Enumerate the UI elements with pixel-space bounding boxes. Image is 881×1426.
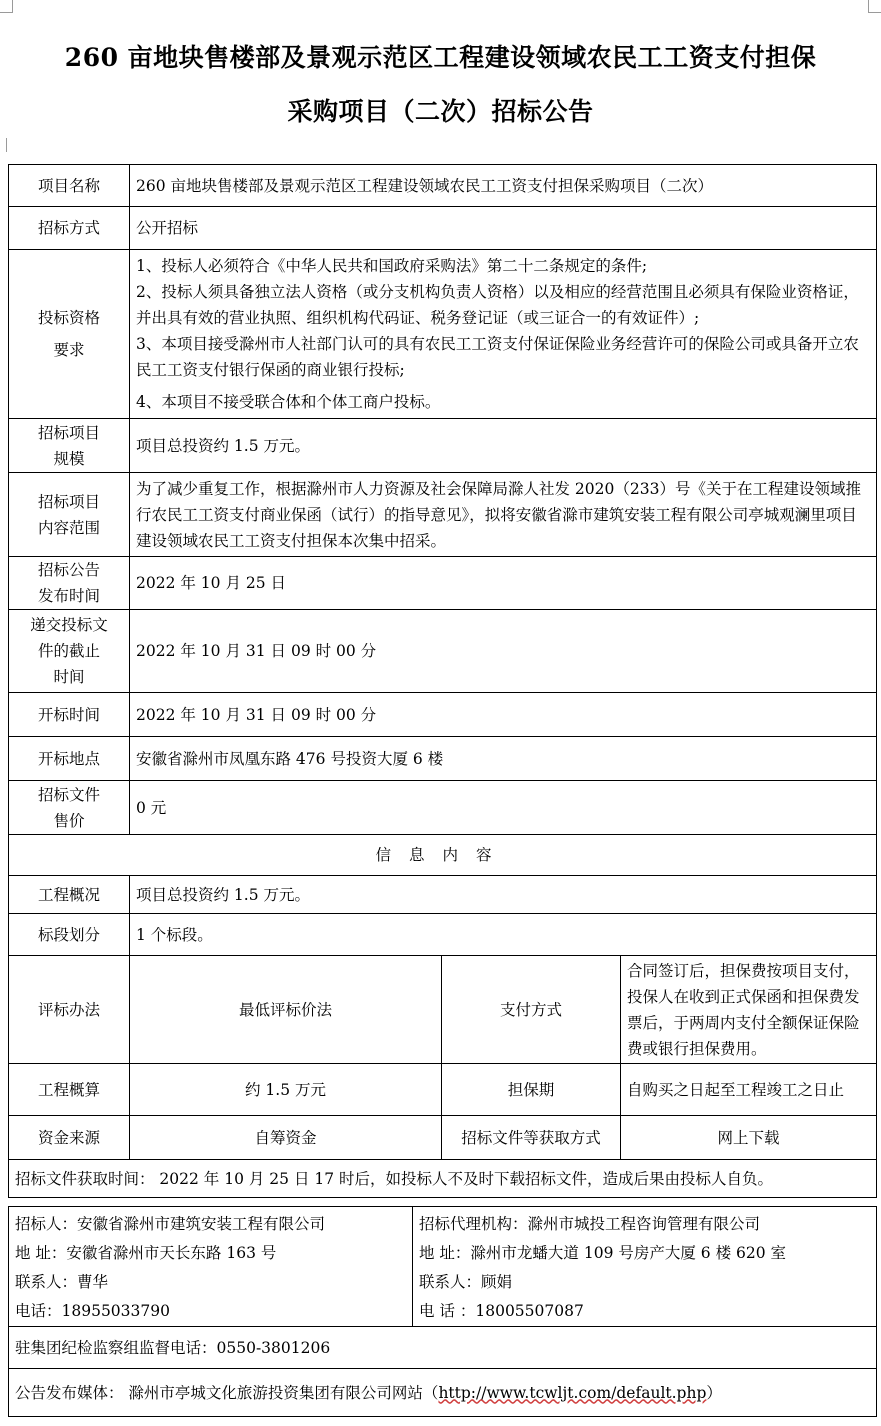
value-get-method: 网上下载 xyxy=(621,1116,877,1160)
contact-table xyxy=(8,1206,877,1417)
value-project-name: 260 亩地块售楼部及景观示范区工程建设领域农民工工资支付担保采购项目（二次） xyxy=(130,165,877,207)
label-qualification-1: 投标资格 xyxy=(37,309,100,327)
label-doc-price-2: 售价 xyxy=(53,811,85,830)
label-sections: 标段划分 xyxy=(9,914,130,956)
row-sections xyxy=(9,914,877,956)
label-deadline-2: 件的截止 xyxy=(37,642,100,660)
row-info-header xyxy=(9,835,877,876)
row-open-time xyxy=(9,693,877,737)
row-contacts xyxy=(9,1207,877,1327)
row-doc-price xyxy=(9,781,877,835)
page-corner-mark xyxy=(0,0,13,13)
owner-person: 联系人：曹华 xyxy=(15,1273,109,1291)
row-qualification xyxy=(9,250,877,419)
label-funds: 资金来源 xyxy=(9,1116,130,1160)
agent-person: 联系人：顾娟 xyxy=(419,1273,513,1291)
value-open-time: 2022 年 10 月 31 日 09 时 00 分 xyxy=(130,693,877,737)
page-corner-mark xyxy=(868,0,881,13)
value-period: 自购买之日起至工程竣工之日止 xyxy=(621,1064,877,1116)
label-period: 担保期 xyxy=(442,1064,621,1116)
value-estimate: 约 1.5 万元 xyxy=(130,1064,442,1116)
agent-contact xyxy=(413,1207,877,1327)
margin-mark xyxy=(0,138,7,152)
label-pay: 支付方式 xyxy=(442,956,621,1064)
label-qualification xyxy=(9,250,130,419)
owner-contact xyxy=(9,1207,413,1327)
label-scale-1: 招标项目 xyxy=(37,423,100,442)
row-open-place xyxy=(9,737,877,781)
label-publish-time-2: 发布时间 xyxy=(37,587,100,605)
info-header xyxy=(9,835,877,876)
supervision-phone: 驻集团纪检监察组监督电话：0550-3801206 xyxy=(9,1327,877,1369)
qualification-item: 4、本项目不接受联合体和个体工商户投标。 xyxy=(136,393,441,411)
label-qualification-2: 要求 xyxy=(53,341,85,359)
agent-phone: 电 话 ：18005507087 xyxy=(419,1302,584,1320)
label-method: 招标方式 xyxy=(9,207,130,250)
row-supervision xyxy=(9,1327,877,1369)
row-scope xyxy=(9,473,877,557)
label-scope-1: 招标项目 xyxy=(37,492,100,511)
value-open-place: 安徽省滁州市凤凰东路 476 号投资大厦 6 楼 xyxy=(130,737,877,781)
media-url-link[interactable]: http://www.tcwljt.com/default.php xyxy=(438,1383,707,1402)
label-estimate: 工程概算 xyxy=(9,1064,130,1116)
label-scale xyxy=(9,419,130,473)
value-deadline: 2022 年 10 月 31 日 09 时 00 分 xyxy=(130,610,877,693)
label-scope xyxy=(9,473,130,557)
owner-address: 地 址：安徽省滁州市天长东路 163 号 xyxy=(15,1244,277,1262)
media-prefix: 公告发布媒体： 滁州市亭城文化旅游投资集团有限公司网站（ xyxy=(15,1383,439,1402)
row-funds xyxy=(9,1116,877,1160)
label-get-method: 招标文件等获取方式 xyxy=(442,1116,621,1160)
value-overview: 项目总投资约 1.5 万元。 xyxy=(130,876,877,914)
row-scale xyxy=(9,419,877,473)
label-scale-2: 规模 xyxy=(53,449,85,468)
row-project-name xyxy=(9,165,877,207)
row-get-time xyxy=(9,1160,877,1198)
publish-media xyxy=(9,1369,877,1417)
agent-name: 招标代理机构：滁州市城投工程咨询管理有限公司 xyxy=(419,1215,761,1233)
row-overview xyxy=(9,876,877,914)
row-method xyxy=(9,207,877,250)
title-line-1: 260 亩地块售楼部及景观示范区工程建设领域农民工工资支付担保 xyxy=(64,43,817,72)
value-get-time: 招标文件获取时间： 2022 年 10 月 25 日 17 时后，如投标人不及时下载招标文件，造成后果由投标人自负。 xyxy=(9,1160,877,1198)
value-qualification xyxy=(130,250,877,419)
value-scope: 为了减少重复工作，根据滁州市人力资源及社会保障局滁人社发 2020（233）号《关于在工程建设领域推行农民工工资支付商业保函（试行）的指导意见》，拟将安徽省滁市建筑安装工程有限公司亭城观澜里项目建设领域农民工工资支付担保本次集中招采。 xyxy=(130,473,877,557)
value-pay: 合同签订后，担保费按项目支付，投保人在收到正式保函和担保费发票后，于两周内支付全额保证保险费或银行担保费用。 xyxy=(621,956,877,1064)
row-estimate xyxy=(9,1064,877,1116)
qualification-item: 2、投标人须具备独立法人资格（或分支机构负责人资格）以及相应的经营范围且必须具有保险业资格证，并出具有效的营业执照、组织机构代码证、税务登记证（或三证合一的有效证件）; xyxy=(136,283,859,327)
agent-address: 地 址：滁州市龙蟠大道 109 号房产大厦 6 楼 620 室 xyxy=(419,1244,787,1262)
qualification-item: 3、本项目接受滁州市人社部门认可的具有农民工工资支付保证保险业务经营许可的保险公司或具备开立农民工工资支付银行保函的商业银行投标; xyxy=(136,335,859,379)
row-media xyxy=(9,1369,877,1417)
label-project-name: 项目名称 xyxy=(9,165,130,207)
owner-phone: 电话：18955033790 xyxy=(15,1302,170,1320)
row-deadline xyxy=(9,610,877,693)
value-publish-time: 2022 年 10 月 25 日 xyxy=(130,557,877,610)
media-suffix: ） xyxy=(706,1383,722,1402)
owner-name: 招标人：安徽省滁州市建筑安装工程有限公司 xyxy=(15,1215,326,1233)
label-open-time: 开标时间 xyxy=(9,693,130,737)
label-publish-time-1: 招标公告 xyxy=(37,561,100,579)
label-doc-price xyxy=(9,781,130,835)
row-eval xyxy=(9,956,877,1064)
value-scale: 项目总投资约 1.5 万元。 xyxy=(130,419,877,473)
value-funds: 自筹资金 xyxy=(130,1116,442,1160)
label-publish-time xyxy=(9,557,130,610)
value-eval: 最低评标价法 xyxy=(130,956,442,1064)
row-publish-time xyxy=(9,557,877,610)
value-sections: 1 个标段。 xyxy=(130,914,877,956)
label-scope-2: 内容范围 xyxy=(37,518,100,537)
value-method: 公开招标 xyxy=(130,207,877,250)
label-doc-price-1: 招标文件 xyxy=(37,785,100,804)
label-overview: 工程概况 xyxy=(9,876,130,914)
label-deadline-3: 时间 xyxy=(53,668,85,686)
label-eval: 评标办法 xyxy=(9,956,130,1064)
label-deadline xyxy=(9,610,130,693)
info-header-text: 信息内容 xyxy=(375,846,510,864)
title-line-2: 采购项目（二次）招标公告 xyxy=(287,97,594,126)
label-deadline-1: 递交投标文 xyxy=(30,616,108,634)
qualification-item: 1、投标人必须符合《中华人民共和国政府采购法》第二十二条规定的条件; xyxy=(136,257,648,275)
announcement-table xyxy=(8,164,877,1198)
label-open-place: 开标地点 xyxy=(9,737,130,781)
value-doc-price: 0 元 xyxy=(130,781,877,835)
